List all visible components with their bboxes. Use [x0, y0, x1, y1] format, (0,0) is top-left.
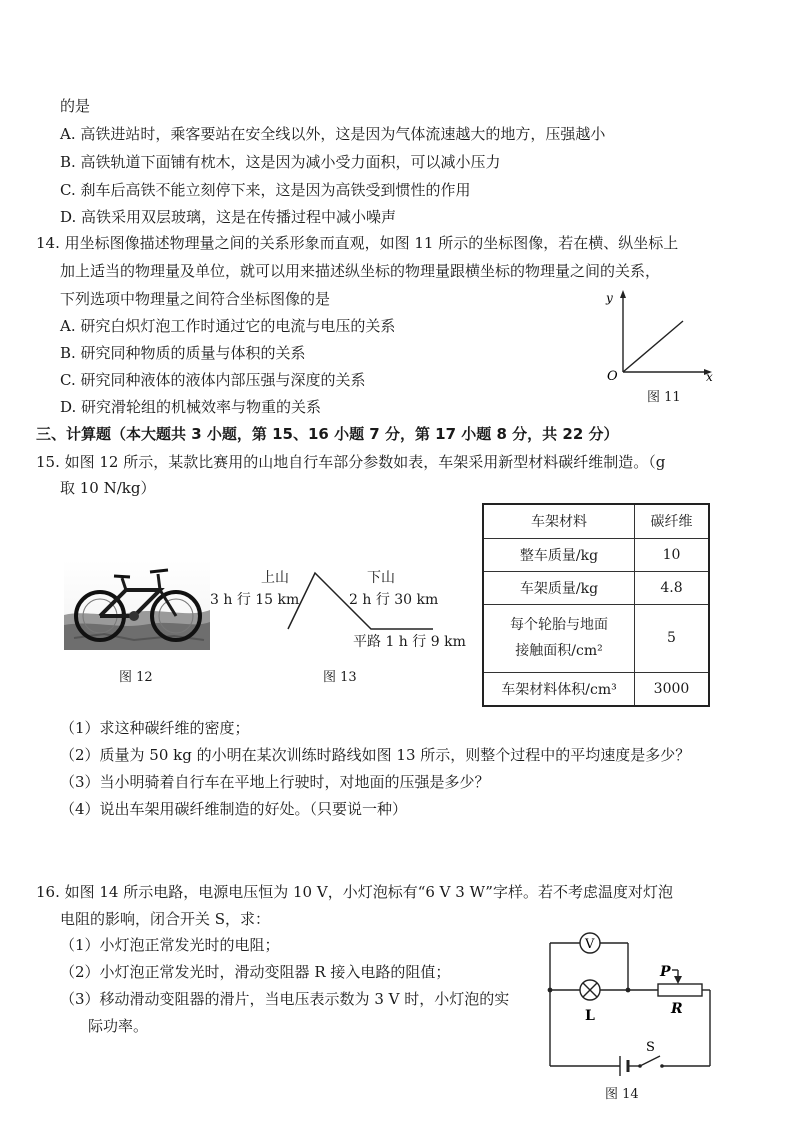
bike-spec-table [482, 503, 710, 707]
table-row [483, 604, 709, 672]
table-cell: 3000 [635, 672, 710, 706]
q13-stem-tail: 的是 [60, 97, 91, 115]
fig13-caption: 图 13 [323, 670, 357, 685]
table-row [483, 538, 709, 571]
q16-sub1: （1）小灯泡正常发光时的电阻； [60, 936, 280, 954]
fig14-lamp-label: L [585, 1008, 595, 1024]
table-row [483, 672, 709, 706]
table-cell-line2: 接触面积/cm² [515, 643, 603, 659]
q15-sub3: （3）当小明骑着自行车在平地上行驶时，对地面的压强是多少？ [60, 773, 490, 791]
table-cell: 4.8 [635, 571, 710, 604]
fig11-x-label: x [706, 370, 713, 384]
figure-11 [600, 288, 725, 388]
q13-option-a: A. 高铁进站时，乘客要站在安全线以外，这是因为气体流速越大的地方，压强越小 [60, 125, 606, 143]
q14-stem-line1: 14. 用坐标图像描述物理量之间的关系形象而直观，如图 11 所示的坐标图像，若在横、纵坐标上 [36, 234, 679, 252]
q16-sub3: （3）移动滑动变阻器的滑片，当电压表示数为 3 V 时，小灯泡的实 [60, 990, 510, 1008]
table-cell: 5 [635, 604, 710, 672]
fig13-downhill-title: 下山 [367, 570, 395, 586]
table-cell [483, 604, 635, 672]
table-cell: 整车质量/kg [483, 538, 635, 571]
figure-14-circuit [540, 928, 720, 1080]
q14-option-c: C. 研究同种液体的液体内部压强与深度的关系 [60, 371, 366, 389]
table-row [483, 504, 709, 538]
fig14-slider-label: P [660, 964, 671, 980]
fig14-caption: 图 14 [605, 1087, 639, 1102]
q15-sub1: （1）求这种碳纤维的密度； [60, 719, 250, 737]
fig14-switch-label: S [646, 1040, 655, 1055]
q14-stem-line3: 下列选项中物理量之间符合坐标图像的是 [60, 290, 331, 308]
q14-option-b: B. 研究同种物质的质量与体积的关系 [60, 344, 306, 362]
fig11-origin-label: O [607, 369, 618, 384]
q15-stem-line2: 取 10 N/kg） [60, 479, 156, 497]
table-cell: 车架质量/kg [483, 571, 635, 604]
fig14-voltmeter-label: V [585, 937, 595, 952]
q15-stem-line1: 15. 如图 12 所示，某款比赛用的山地自行车部分参数如表，车架采用新型材料碳纤维制造。（g [36, 453, 666, 471]
table-cell: 车架材料体积/cm³ [483, 672, 635, 706]
fig11-y-label: y [606, 291, 613, 305]
fig12-caption: 图 12 [119, 670, 153, 685]
fig13-uphill-title: 上山 [261, 570, 289, 586]
q16-sub2: （2）小灯泡正常发光时，滑动变阻器 R 接入电路的阻值； [60, 963, 451, 981]
fig13-downhill-text: 2 h 行 30 km [349, 592, 439, 608]
figure-12-bicycle-photo [64, 560, 210, 650]
table-row [483, 571, 709, 604]
q16-sub3-cont: 际功率。 [88, 1017, 149, 1035]
q13-option-b: B. 高铁轨道下面铺有枕木，这是因为减小受力面积，可以减小压力 [60, 153, 501, 171]
q15-sub4: （4）说出车架用碳纤维制造的好处。（只要说一种） [60, 800, 408, 818]
fig13-flat-text: 平路 1 h 行 9 km [353, 634, 466, 650]
table-cell: 10 [635, 538, 710, 571]
table-header-cell: 碳纤维 [635, 504, 710, 538]
q16-stem-line2: 电阻的影响，闭合开关 S，求： [60, 910, 271, 928]
fig13-uphill-text: 3 h 行 15 km [210, 592, 300, 608]
q15-sub2: （2）质量为 50 kg 的小明在某次训练时路线如图 13 所示，则整个过程中的平均速度是多少？ [60, 746, 691, 764]
fig11-caption: 图 11 [647, 390, 681, 405]
q16-stem-line1: 16. 如图 14 所示电路，电源电压恒为 10 V，小灯泡标有“6 V 3 W”字样。若不考虑温度对灯泡 [36, 883, 673, 901]
q14-option-d: D. 研究滑轮组的机械效率与物重的关系 [60, 398, 322, 416]
q13-option-c: C. 刹车后高铁不能立刻停下来，这是因为高铁受到惯性的作用 [60, 181, 471, 199]
q13-option-d: D. 高铁采用双层玻璃，这是在传播过程中减小噪声 [60, 208, 397, 226]
section3-title: 三、计算题（本大题共 3 小题，第 15、16 小题 7 分，第 17 小题 8 分，共 22 分） [36, 425, 619, 443]
table-header-cell: 车架材料 [483, 504, 635, 538]
q14-stem-line2: 加上适当的物理量及单位，就可以用来描述纵坐标的物理量跟横坐标的物理量之间的关系， [60, 262, 661, 280]
fig14-rheostat-label: R [671, 1001, 683, 1017]
q14-option-a: A. 研究白炽灯泡工作时通过它的电流与电压的关系 [60, 317, 396, 335]
table-cell-line1: 每个轮胎与地面 [510, 617, 608, 633]
